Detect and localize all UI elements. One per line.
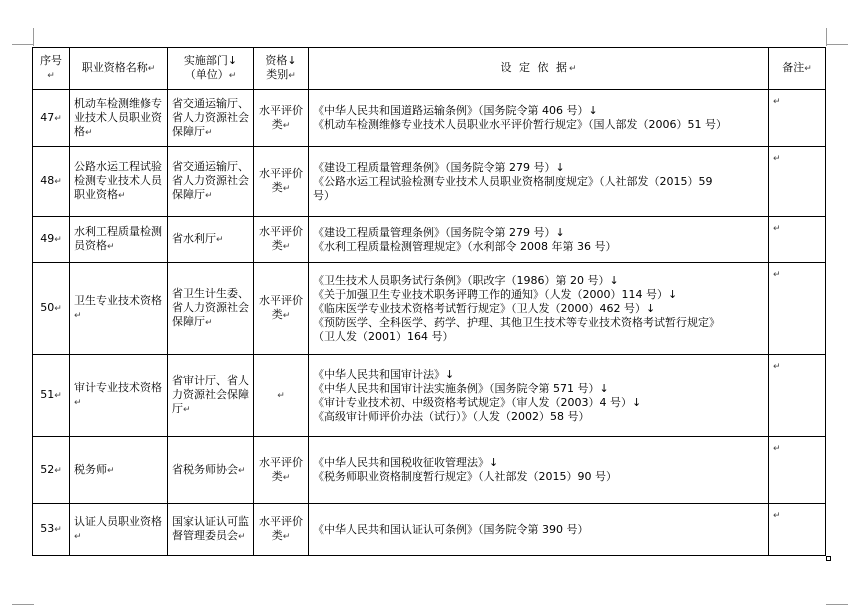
row-basis xyxy=(309,147,769,217)
page-corner-mark-tl-v xyxy=(33,28,34,46)
basis-line: 《机动车检测维修专业技术人员职业水平评价暂行规定》（国人部发（2006）51 号） xyxy=(313,118,727,131)
row-category: 水平评价类↵ xyxy=(254,147,309,217)
row-remark: ↵ xyxy=(769,217,826,263)
table-row xyxy=(33,504,826,556)
row-dept: 省交通运输厅、省人力资源社会保障厅↵ xyxy=(168,147,254,217)
basis-line: 《水利工程质量检测管理规定》（水利部令 2008 年第 36 号） xyxy=(313,239,617,253)
basis-line: 《预防医学、全科医学、药学、护理、其他卫生技术等专业技术资格考试暂行规定》 xyxy=(313,315,720,329)
basis-line: 《中华人民共和国税收征收管理法》↓ xyxy=(313,456,499,469)
row-seq: 47↵ xyxy=(33,90,70,147)
basis-line: 《中华人民共和国道路运输条例》（国务院令第 406 号）↓ xyxy=(313,104,598,117)
row-seq: 48↵ xyxy=(33,147,70,217)
header-seq: 序号↵ xyxy=(33,48,70,90)
row-basis xyxy=(309,504,769,556)
row-name: 税务师↵ xyxy=(70,437,168,504)
row-name: 公路水运工程试验检测专业技术人员职业资格↵ xyxy=(70,147,168,217)
basis-line: （卫人发（2001）164 号） xyxy=(313,329,454,343)
row-basis xyxy=(309,355,769,437)
row-seq: 51↵ xyxy=(33,355,70,437)
row-name: 机动车检测维修专业技术人员职业资格↵ xyxy=(70,90,168,147)
basis-line: 《临床医学专业技术资格考试暂行规定》（卫人发（2000）462 号）↓ xyxy=(313,301,656,315)
qualification-table xyxy=(32,47,826,556)
row-dept: 省水利厅↵ xyxy=(168,217,254,263)
row-category: 水平评价类↵ xyxy=(254,437,309,504)
table-row xyxy=(33,355,826,437)
header-row xyxy=(33,48,826,90)
row-dept: 省卫生计生委、省人力资源社会保障厅↵ xyxy=(168,263,254,355)
page-corner-mark-tr-h xyxy=(826,44,848,45)
basis-line: 《公路水运工程试验检测专业技术人员职业资格制度规定》（人社部发（2015）59 xyxy=(313,174,713,188)
row-seq: 53↵ xyxy=(33,504,70,556)
header-basis: 设 定 依 据↵ xyxy=(309,48,769,90)
row-category: 水平评价类↵ xyxy=(254,263,309,355)
row-dept: 省税务师协会↵ xyxy=(168,437,254,504)
basis-line: 《卫生技术人员职务试行条例》（职改字（1986）第 20 号）↓ xyxy=(313,273,619,287)
basis-line: 《建设工程质量管理条例》（国务院令第 279 号）↓ xyxy=(313,160,565,174)
header-name: 职业资格名称↵ xyxy=(70,48,168,90)
row-dept: 国家认证认可监督管理委员会↵ xyxy=(168,504,254,556)
basis-line: 《审计专业技术初、中级资格考试规定》（审人发（2003）4 号）↓ xyxy=(313,395,642,409)
row-dept: 省审计厅、省人力资源社会保障厅↵ xyxy=(168,355,254,437)
basis-line: 《中华人民共和国认证认可条例》（国务院令第 390 号） xyxy=(313,522,589,536)
page-corner-mark-tr-v xyxy=(826,28,827,46)
row-category: 水平评价类↵ xyxy=(254,90,309,147)
header-dept: 实施部门↓ （单位）↵ xyxy=(168,48,254,90)
header-remark: 备注↵ xyxy=(769,48,826,90)
row-remark: ↵ xyxy=(769,263,826,355)
row-basis xyxy=(309,263,769,355)
basis-line: 《关于加强卫生专业技术职务评聘工作的通知》（人发（2000）114 号）↓ xyxy=(313,287,678,301)
row-basis xyxy=(309,437,769,504)
row-remark: ↵ xyxy=(769,504,826,556)
table-row xyxy=(33,147,826,217)
row-name: 认证人员职业资格↵ xyxy=(70,504,168,556)
row-basis xyxy=(309,90,769,147)
page-corner-mark-tl-h xyxy=(12,44,34,45)
row-seq: 52↵ xyxy=(33,437,70,504)
table-row xyxy=(33,217,826,263)
basis-line: 《税务师职业资格制度暂行规定》（人社部发（2015）90 号） xyxy=(313,470,617,483)
table-row xyxy=(33,437,826,504)
row-category: 水平评价类↵ xyxy=(254,217,309,263)
row-dept: 省交通运输厅、省人力资源社会保障厅↵ xyxy=(168,90,254,147)
basis-line: 《中华人民共和国审计法实施条例》（国务院令第 571 号）↓ xyxy=(313,381,609,395)
basis-line: 《中华人民共和国审计法》↓ xyxy=(313,367,455,381)
page-corner-mark-bl-h xyxy=(12,604,34,605)
end-of-cell-marker xyxy=(826,556,831,561)
row-remark: ↵ xyxy=(769,437,826,504)
basis-line: 《建设工程质量管理条例》（国务院令第 279 号）↓ xyxy=(313,225,565,239)
row-name: 审计专业技术资格↵ xyxy=(70,355,168,437)
row-basis xyxy=(309,217,769,263)
row-remark: ↵ xyxy=(769,355,826,437)
row-category: 水平评价类↵ xyxy=(254,504,309,556)
table-row xyxy=(33,263,826,355)
basis-line: 号） xyxy=(313,188,335,202)
row-remark: ↵ xyxy=(769,90,826,147)
row-name: 水利工程质量检测员资格↵ xyxy=(70,217,168,263)
basis-line: 《高级审计师评价办法（试行）》（人发（2002）58 号） xyxy=(313,409,590,423)
row-category: ↵ xyxy=(254,355,309,437)
page-corner-mark-br-h xyxy=(826,604,848,605)
row-seq: 49↵ xyxy=(33,217,70,263)
table-row xyxy=(33,90,826,147)
header-category: 资格↓ 类别↵ xyxy=(254,48,309,90)
row-remark: ↵ xyxy=(769,147,826,217)
row-seq: 50↵ xyxy=(33,263,70,355)
row-name: 卫生专业技术资格↵ xyxy=(70,263,168,355)
